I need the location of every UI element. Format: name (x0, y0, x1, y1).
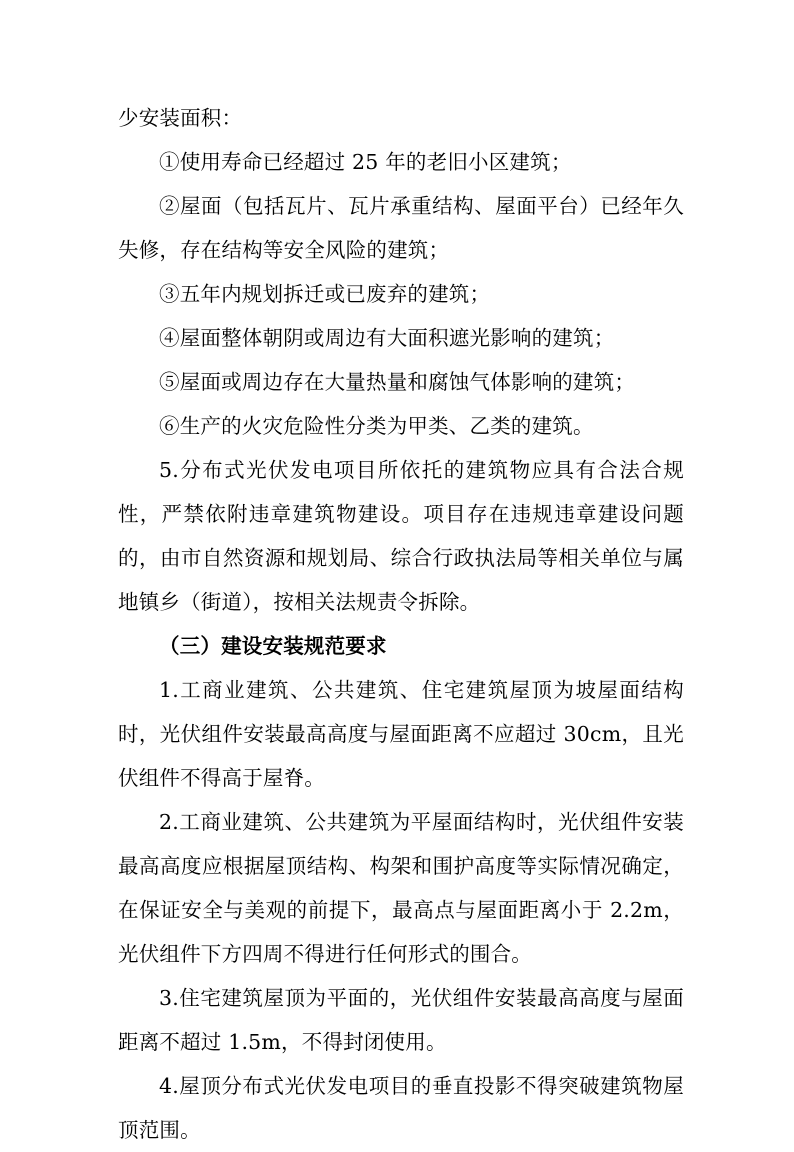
paragraph-clause-5: 5.分布式光伏发电项目所依托的建筑物应具有合法合规性，严禁依附违章建筑物建设。项目存在违规违章建设问题的，由市自然资源和规划局、综合行政执法局等相关单位与属地镇乡（街道），按相关法规责令拆除。 (118, 458, 684, 614)
paragraph-clause-2: 2.工商业建筑、公共建筑为平屋面结构时，光伏组件安装最高高度应根据屋顶结构、构架和围护高度等实际情况确定，在保证安全与美观的前提下，最高点与屋面距离小于 2.2m，光伏组件下方四周不得进行任何形式的围合。 (118, 810, 684, 966)
paragraph-list-item-6: ⑥生产的火灾危险性分类为甲类、乙类的建筑。 (159, 414, 594, 438)
paragraph-list-item-4: ④屋面整体朝阴或周边有大面积遮光影响的建筑； (159, 326, 615, 350)
paragraph-list-item-2: ②屋面（包括瓦片、瓦片承重结构、屋面平台）已经年久失修，存在结构等安全风险的建筑； (118, 194, 684, 262)
paragraph-list-item-1: ①使用寿命已经超过 25 年的老旧小区建筑； (159, 150, 572, 174)
section-heading: （三）建设安装规范要求 (159, 634, 387, 658)
paragraph-clause-3: 3.住宅建筑屋顶为平面的，光伏组件安装最高高度与屋面距离不超过 1.5m，不得封闭使用。 (118, 986, 684, 1054)
paragraph-list-item-5: ⑤屋面或周边存在大量热量和腐蚀气体影响的建筑； (159, 370, 636, 394)
paragraph-list-item-3: ③五年内规划拆迁或已废弃的建筑； (159, 282, 491, 306)
paragraph-clause-1: 1.工商业建筑、公共建筑、住宅建筑屋顶为坡屋面结构时，光伏组件安装最高高度与屋面距离不应超过 30cm，且光伏组件不得高于屋脊。 (118, 678, 684, 790)
paragraph-clause-4: 4.屋顶分布式光伏发电项目的垂直投影不得突破建筑物屋顶范围。 (118, 1074, 684, 1142)
paragraph: 少安装面积： (118, 106, 243, 130)
document-body (118, 96, 684, 1152)
